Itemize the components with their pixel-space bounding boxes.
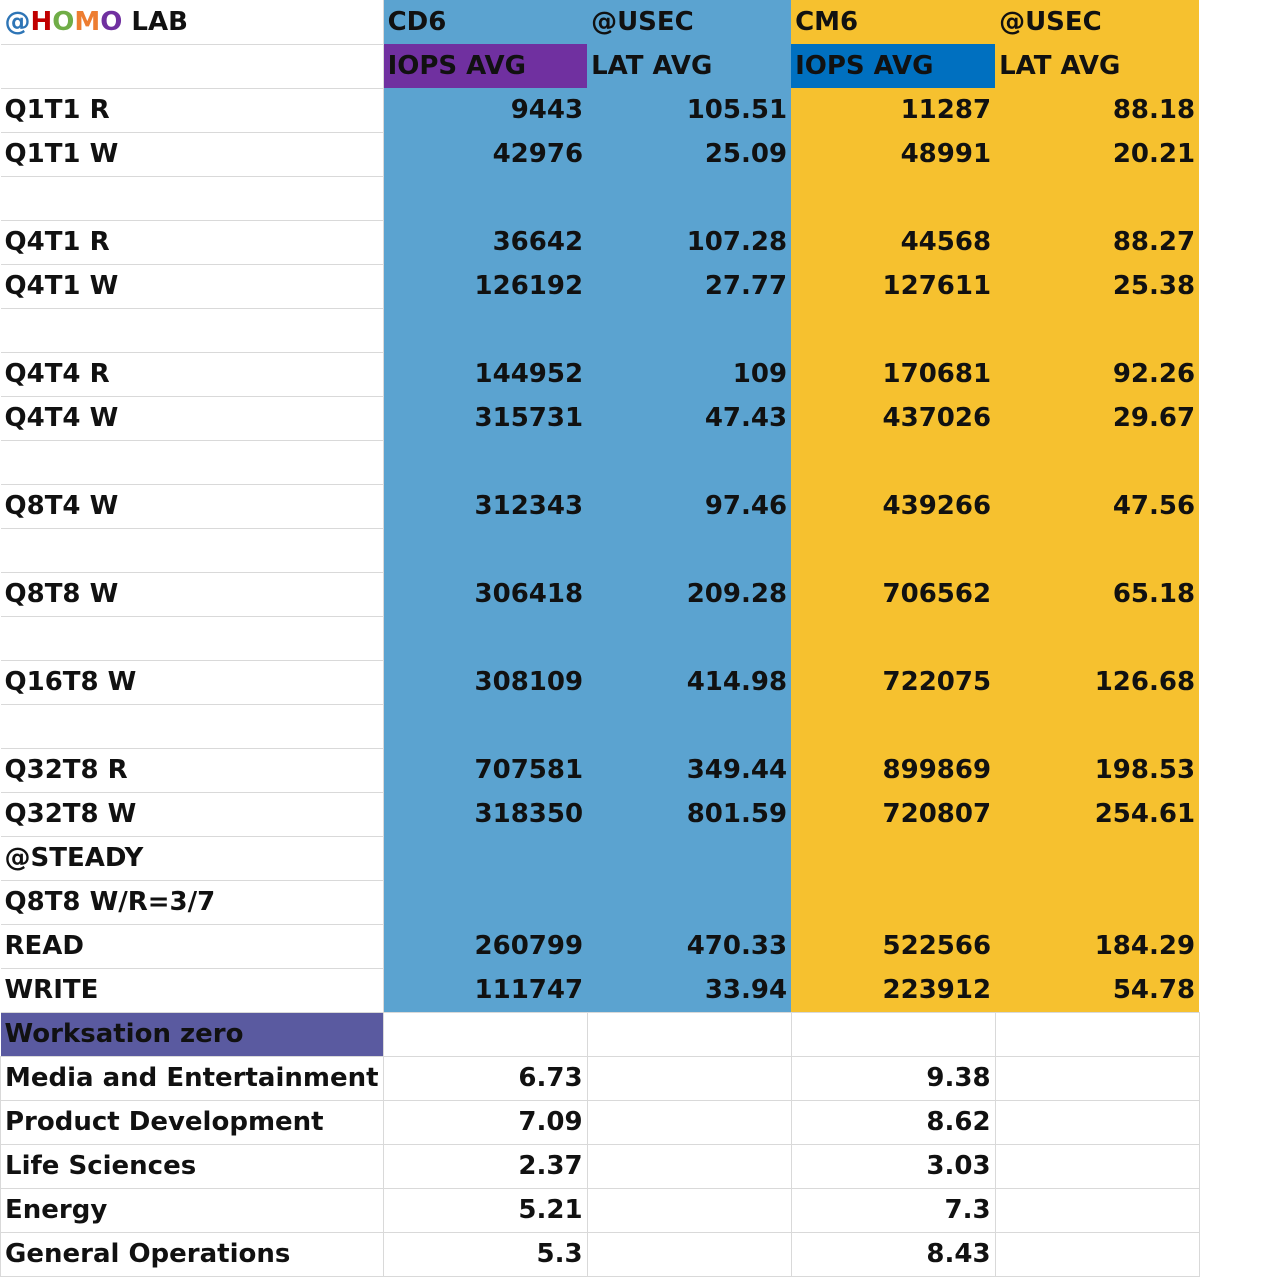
cd6-iops-cell[interactable]: 260799: [383, 924, 587, 968]
workstation-label[interactable]: Media and Entertainment: [1, 1056, 384, 1100]
empty-cell[interactable]: [995, 1100, 1199, 1144]
table-row: [1, 616, 1200, 660]
cd6-iops-cell[interactable]: 315731: [383, 396, 587, 440]
header-lat-cd6[interactable]: LAT AVG: [587, 44, 791, 88]
cd6-lat-cell[interactable]: 107.28: [587, 220, 791, 264]
cd6-iops-cell[interactable]: 318350: [383, 792, 587, 836]
cm6-lat-cell[interactable]: 88.18: [995, 88, 1199, 132]
cd6-lat-cell[interactable]: [587, 836, 791, 880]
header-iops-cd6[interactable]: IOPS AVG: [383, 44, 587, 88]
empty-cell[interactable]: [587, 1232, 791, 1276]
cd6-iops-cell[interactable]: [383, 880, 587, 924]
workstation-label[interactable]: Life Sciences: [1, 1144, 384, 1188]
table-row: [1, 704, 1200, 748]
row-label[interactable]: [1, 616, 384, 660]
brand-at: @: [4, 6, 31, 37]
row-label[interactable]: Q32T8 W: [1, 792, 384, 836]
cd6-lat-cell[interactable]: [587, 704, 791, 748]
cd6-iops-cell[interactable]: 306418: [383, 572, 587, 616]
cm6-iops-cell[interactable]: [791, 880, 995, 924]
empty-cell[interactable]: [587, 1100, 791, 1144]
table-row: [1, 440, 1200, 484]
cd6-lat-cell[interactable]: 414.98: [587, 660, 791, 704]
row-label[interactable]: READ: [1, 924, 384, 968]
workstation-row: [1, 1188, 1200, 1232]
row-label[interactable]: Q1T1 R: [1, 88, 384, 132]
workstation-cd6-score[interactable]: 6.73: [383, 1056, 587, 1100]
cm6-iops-cell[interactable]: 522566: [791, 924, 995, 968]
cm6-iops-cell[interactable]: 720807: [791, 792, 995, 836]
cd6-iops-cell[interactable]: 308109: [383, 660, 587, 704]
cm6-iops-cell[interactable]: [791, 836, 995, 880]
cd6-iops-cell[interactable]: [383, 528, 587, 572]
row-label[interactable]: [1, 704, 384, 748]
cm6-iops-cell[interactable]: [791, 616, 995, 660]
brand-letter: O: [100, 6, 123, 37]
workstation-row: [1, 1232, 1200, 1276]
empty-cell[interactable]: [1, 44, 384, 88]
cd6-iops-cell[interactable]: [383, 836, 587, 880]
row-label[interactable]: Q4T1 W: [1, 264, 384, 308]
cd6-iops-cell[interactable]: 9443: [383, 88, 587, 132]
table-row: [1, 176, 1200, 220]
workstation-label[interactable]: Product Development: [1, 1100, 384, 1144]
row-label[interactable]: Q8T8 W/R=3/7: [1, 880, 384, 924]
cd6-lat-cell[interactable]: 97.46: [587, 484, 791, 528]
cm6-iops-cell[interactable]: 437026: [791, 396, 995, 440]
workstation-cm6-score[interactable]: 7.3: [791, 1188, 995, 1232]
workstation-header-row: [1, 1012, 1200, 1056]
cm6-iops-cell[interactable]: 706562: [791, 572, 995, 616]
cd6-lat-cell[interactable]: 33.94: [587, 968, 791, 1012]
empty-cell[interactable]: [995, 1188, 1199, 1232]
table-row: [1, 528, 1200, 572]
row-label[interactable]: Q8T4 W: [1, 484, 384, 528]
brand-letter: O: [52, 6, 75, 37]
cm6-iops-cell[interactable]: 899869: [791, 748, 995, 792]
empty-cell[interactable]: [995, 1232, 1199, 1276]
row-label[interactable]: Q4T4 R: [1, 352, 384, 396]
workstation-cd6-score[interactable]: 5.3: [383, 1232, 587, 1276]
cm6-lat-cell[interactable]: 29.67: [995, 396, 1199, 440]
table-row: [1, 792, 1200, 836]
row-label[interactable]: Q4T4 W: [1, 396, 384, 440]
cd6-iops-cell[interactable]: 707581: [383, 748, 587, 792]
header-drive1-unit[interactable]: @USEC: [587, 0, 791, 44]
empty-cell[interactable]: [791, 1012, 995, 1056]
cd6-iops-cell[interactable]: [383, 616, 587, 660]
cm6-iops-cell[interactable]: 127611: [791, 264, 995, 308]
cm6-lat-cell[interactable]: 20.21: [995, 132, 1199, 176]
row-label[interactable]: [1, 308, 384, 352]
cd6-lat-cell[interactable]: 25.09: [587, 132, 791, 176]
row-label[interactable]: WRITE: [1, 968, 384, 1012]
table-row: [1, 132, 1200, 176]
table-row: [1, 484, 1200, 528]
cm6-iops-cell[interactable]: [791, 440, 995, 484]
table-row: [1, 220, 1200, 264]
cd6-lat-cell[interactable]: [587, 880, 791, 924]
table-row: [1, 968, 1200, 1012]
table-row: [1, 924, 1200, 968]
cd6-iops-cell[interactable]: 126192: [383, 264, 587, 308]
header-row-2: [1, 44, 1200, 88]
cd6-iops-cell[interactable]: [383, 308, 587, 352]
empty-cell[interactable]: [587, 1144, 791, 1188]
cm6-lat-cell[interactable]: [995, 704, 1199, 748]
empty-cell[interactable]: [587, 1188, 791, 1232]
cd6-iops-cell[interactable]: 111747: [383, 968, 587, 1012]
cm6-lat-cell[interactable]: [995, 836, 1199, 880]
workstation-cd6-score[interactable]: 7.09: [383, 1100, 587, 1144]
workstation-cd6-score[interactable]: 5.21: [383, 1188, 587, 1232]
row-label[interactable]: Q1T1 W: [1, 132, 384, 176]
cm6-lat-cell[interactable]: [995, 176, 1199, 220]
cm6-iops-cell[interactable]: [791, 704, 995, 748]
cd6-lat-cell[interactable]: 801.59: [587, 792, 791, 836]
brand-cell[interactable]: [1, 0, 384, 44]
brand-letter: M: [74, 6, 101, 37]
steady-label[interactable]: @STEADY: [1, 836, 384, 880]
cd6-lat-cell[interactable]: [587, 528, 791, 572]
header-drive1[interactable]: CD6: [383, 0, 587, 44]
cd6-iops-cell[interactable]: 312343: [383, 484, 587, 528]
workstation-cm6-score[interactable]: 3.03: [791, 1144, 995, 1188]
cd6-lat-cell[interactable]: 27.77: [587, 264, 791, 308]
cm6-lat-cell[interactable]: 25.38: [995, 264, 1199, 308]
cm6-iops-cell[interactable]: 48991: [791, 132, 995, 176]
table-row: [1, 660, 1200, 704]
header-drive2-unit[interactable]: @USEC: [995, 0, 1199, 44]
header-iops-cm6[interactable]: IOPS AVG: [791, 44, 995, 88]
cd6-lat-cell[interactable]: 349.44: [587, 748, 791, 792]
cm6-iops-cell[interactable]: [791, 308, 995, 352]
cm6-iops-cell[interactable]: 11287: [791, 88, 995, 132]
table-row: [1, 572, 1200, 616]
row-label[interactable]: [1, 528, 384, 572]
cd6-iops-cell[interactable]: 42976: [383, 132, 587, 176]
empty-cell[interactable]: [995, 1012, 1199, 1056]
cm6-iops-cell[interactable]: 722075: [791, 660, 995, 704]
table-row: [1, 264, 1200, 308]
cm6-iops-cell[interactable]: 223912: [791, 968, 995, 1012]
cd6-iops-cell[interactable]: [383, 440, 587, 484]
workstation-cd6-score[interactable]: 2.37: [383, 1144, 587, 1188]
empty-cell[interactable]: [995, 1144, 1199, 1188]
cd6-lat-cell[interactable]: [587, 308, 791, 352]
cd6-lat-cell[interactable]: 105.51: [587, 88, 791, 132]
workstation-title[interactable]: Worksation zero: [1, 1012, 384, 1056]
cm6-iops-cell[interactable]: [791, 176, 995, 220]
cd6-iops-cell[interactable]: [383, 176, 587, 220]
workstation-row: [1, 1056, 1200, 1100]
empty-cell[interactable]: [587, 1056, 791, 1100]
workstation-cm6-score[interactable]: 8.43: [791, 1232, 995, 1276]
cd6-lat-cell[interactable]: 470.33: [587, 924, 791, 968]
workstation-label[interactable]: General Operations: [1, 1232, 384, 1276]
cd6-iops-cell[interactable]: [383, 704, 587, 748]
table-row: [1, 352, 1200, 396]
row-label[interactable]: Q32T8 R: [1, 748, 384, 792]
cm6-lat-cell[interactable]: [995, 440, 1199, 484]
workstation-row: [1, 1144, 1200, 1188]
empty-cell[interactable]: [995, 1056, 1199, 1100]
table-row: [1, 396, 1200, 440]
cd6-iops-cell[interactable]: 36642: [383, 220, 587, 264]
row-label[interactable]: Q4T1 R: [1, 220, 384, 264]
table-row: [1, 748, 1200, 792]
cm6-lat-cell[interactable]: 47.56: [995, 484, 1199, 528]
cm6-iops-cell[interactable]: 44568: [791, 220, 995, 264]
cd6-lat-cell[interactable]: 209.28: [587, 572, 791, 616]
table-row: [1, 836, 1200, 880]
cd6-lat-cell[interactable]: [587, 176, 791, 220]
cm6-iops-cell[interactable]: [791, 528, 995, 572]
cm6-lat-cell[interactable]: 254.61: [995, 792, 1199, 836]
cd6-lat-cell[interactable]: 47.43: [587, 396, 791, 440]
cm6-lat-cell[interactable]: [995, 308, 1199, 352]
cm6-lat-cell[interactable]: 198.53: [995, 748, 1199, 792]
workstation-label[interactable]: Energy: [1, 1188, 384, 1232]
brand-letter: H: [30, 6, 53, 37]
workstation-cm6-score[interactable]: 9.38: [791, 1056, 995, 1100]
header-row-1: [1, 0, 1200, 44]
cm6-lat-cell[interactable]: 65.18: [995, 572, 1199, 616]
row-label[interactable]: [1, 440, 384, 484]
cm6-lat-cell[interactable]: 184.29: [995, 924, 1199, 968]
table-row: [1, 88, 1200, 132]
workstation-row: [1, 1100, 1200, 1144]
cm6-lat-cell[interactable]: [995, 528, 1199, 572]
cd6-lat-cell[interactable]: 109: [587, 352, 791, 396]
cm6-iops-cell[interactable]: 439266: [791, 484, 995, 528]
cm6-lat-cell[interactable]: [995, 616, 1199, 660]
row-label[interactable]: Q8T8 W: [1, 572, 384, 616]
cm6-lat-cell[interactable]: 126.68: [995, 660, 1199, 704]
cm6-lat-cell[interactable]: 88.27: [995, 220, 1199, 264]
cm6-lat-cell[interactable]: 92.26: [995, 352, 1199, 396]
header-drive2[interactable]: CM6: [791, 0, 995, 44]
row-label[interactable]: Q16T8 W: [1, 660, 384, 704]
cm6-lat-cell[interactable]: [995, 880, 1199, 924]
workstation-cm6-score[interactable]: 8.62: [791, 1100, 995, 1144]
cd6-iops-cell[interactable]: 144952: [383, 352, 587, 396]
header-lat-cm6[interactable]: LAT AVG: [995, 44, 1199, 88]
empty-cell[interactable]: [383, 1012, 587, 1056]
empty-cell[interactable]: [587, 1012, 791, 1056]
cd6-lat-cell[interactable]: [587, 616, 791, 660]
cm6-iops-cell[interactable]: 170681: [791, 352, 995, 396]
cd6-lat-cell[interactable]: [587, 440, 791, 484]
row-label[interactable]: [1, 176, 384, 220]
cm6-lat-cell[interactable]: 54.78: [995, 968, 1199, 1012]
table-row: [1, 880, 1200, 924]
table-row: [1, 308, 1200, 352]
brand-suffix: LAB: [122, 6, 188, 37]
